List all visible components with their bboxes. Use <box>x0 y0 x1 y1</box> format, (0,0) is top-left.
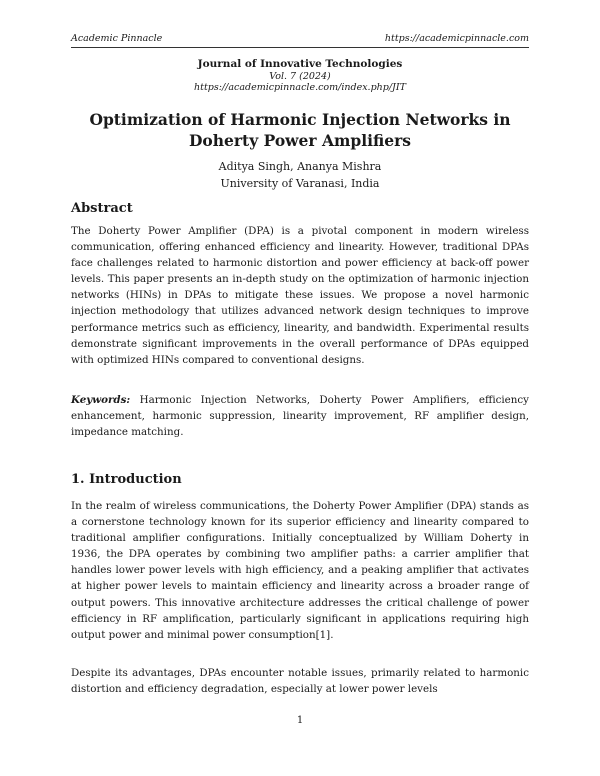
author-block <box>71 158 529 192</box>
page-number: 1 <box>296 715 304 726</box>
journal-volume: Vol. 7 (2024) <box>269 71 331 82</box>
introduction-paragraph-2: Despite its advantages, DPAs encounter notable issues, primarily related to harmonic distortion and efficiency degradation, especially at lower power levels <box>71 667 529 696</box>
journal-name: Journal of Innovative Technologies <box>197 58 403 70</box>
abstract-heading: Abstract <box>71 201 133 216</box>
running-header <box>71 33 529 48</box>
keywords-label: Keywords: <box>71 394 131 406</box>
authors: Aditya Singh, Ananya Mishra <box>218 160 382 173</box>
keywords-paragraph <box>71 392 529 440</box>
affiliation: University of Varanasi, India <box>220 177 380 190</box>
introduction-heading: 1. Introduction <box>71 472 182 487</box>
publisher-name: Academic Pinnacle <box>71 33 163 44</box>
paper-title: Optimization of Harmonic Injection Networks in Doherty Power Amplifiers <box>89 110 511 150</box>
keywords-text: Harmonic Injection Networks, Doherty Power Amplifiers, efficiency enhancement, harmonic suppression, linearity improvement, RF amplifier design, impedance matching. <box>71 394 529 439</box>
journal-url: https://academicpinnacle.com/index.php/JIT <box>194 82 406 93</box>
introduction-paragraph-1: In the realm of wireless communications, the Doherty Power Amplifier (DPA) stands as a cornerstone technology known for its superior efficiency and linearity compared to traditional amplifier configurations. Initially conceptualized by William Doherty in 1936, the DPA operates by combining two amplifier paths: a carrier amplifier that handles lower power levels with high efficiency, and a peaking amplifier that activates at higher power levels to maintain efficiency and linearity across a broader range of output powers. This innovative architecture addresses the critical challenge of power efficiency in RF amplification, particularly significant in applications requiring high output power and minimal power consumption[1]. <box>71 500 529 641</box>
journal-info <box>71 58 529 93</box>
abstract-text: The Doherty Power Amplifier (DPA) is a pivotal component in modern wireless communication, offering enhanced efficiency and linearity. However, traditional DPAs face challenges related to harmonic distortion and power efficiency at back-off power levels. This paper presents an in-depth study on the optimization of harmonic injection networks (HINs) in DPAs to mitigate these issues. We propose a novel harmonic injection methodology that utilizes advanced network design techniques to improve performance metrics such as efficiency, linearity, and bandwidth. Experimental results demonstrate significant improvements in the overall performance of DPAs equipped with optimized HINs compared to conventional designs. <box>71 225 529 366</box>
publisher-url: https://academicpinnacle.com <box>384 33 529 44</box>
